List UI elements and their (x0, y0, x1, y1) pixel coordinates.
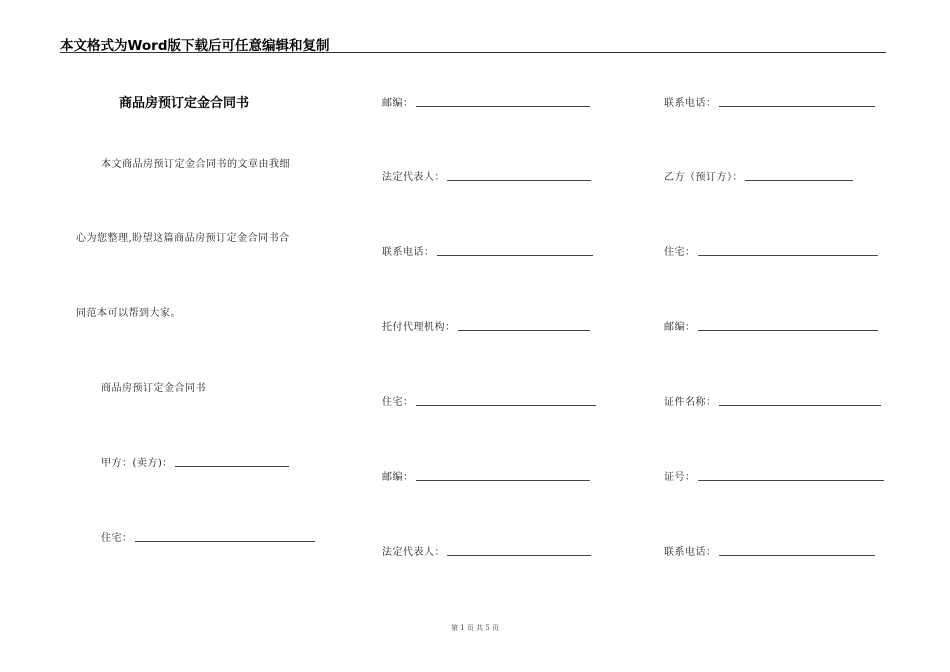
id-number-label: 证号： (664, 472, 696, 483)
party-b-phone-label: 联系电话： (664, 547, 717, 558)
party-b-label: 乙方（预订方）： (664, 172, 743, 183)
document-title: 商品房预订定金合同书 (119, 96, 250, 111)
party-b-phone-blank[interactable] (719, 555, 875, 556)
party-a-address-blank[interactable] (135, 541, 315, 542)
contract-subtitle: 商品房预订定金合同书 (101, 383, 206, 394)
party-b-postcode-label: 邮编： (664, 322, 696, 333)
id-type-blank[interactable] (719, 405, 881, 406)
document-header: 本文格式为Word版下载后可任意编辑和复制 (60, 38, 330, 54)
agent-legal-rep-blank[interactable] (447, 555, 591, 556)
agent-address-blank[interactable] (416, 405, 596, 406)
party-b-blank[interactable] (745, 180, 853, 181)
seller-agent-label: 托付代理机构： (382, 322, 456, 333)
party-a-field (101, 454, 289, 469)
agent-phone-field (664, 94, 875, 109)
party-a-address-field (101, 529, 315, 544)
agent-phone-label: 联系电话： (664, 98, 717, 109)
agent-legal-rep-label: 法定代表人： (382, 547, 445, 558)
party-b-phone-field (664, 543, 875, 558)
agent-postcode-label: 邮编： (382, 472, 414, 483)
seller-phone-field (382, 243, 593, 258)
agent-postcode-blank[interactable] (416, 480, 590, 481)
id-type-field (664, 393, 881, 408)
seller-postcode-field (382, 94, 590, 109)
party-a-address-label: 住宅： (101, 533, 133, 544)
agent-address-label: 住宅： (382, 397, 414, 408)
seller-postcode-blank[interactable] (416, 106, 590, 107)
agent-phone-blank[interactable] (719, 106, 875, 107)
seller-agent-field (382, 318, 590, 333)
seller-legal-rep-blank[interactable] (447, 180, 591, 181)
party-b-field (664, 168, 853, 183)
party-b-address-blank[interactable] (698, 255, 878, 256)
seller-phone-blank[interactable] (437, 255, 593, 256)
party-b-address-label: 住宅： (664, 247, 696, 258)
id-number-blank[interactable] (698, 480, 884, 481)
seller-legal-rep-field (382, 168, 591, 183)
seller-postcode-label: 邮编： (382, 98, 414, 109)
intro-line-3: 同范本可以帮到大家。 (76, 308, 181, 319)
seller-legal-rep-label: 法定代表人： (382, 172, 445, 183)
page-number: 第 1 页 共 5 页 (450, 624, 500, 632)
id-number-field (664, 468, 884, 483)
party-b-postcode-blank[interactable] (698, 330, 878, 331)
party-b-postcode-field (664, 318, 878, 333)
header-divider (60, 52, 886, 53)
seller-agent-blank[interactable] (458, 330, 590, 331)
agent-postcode-field (382, 468, 590, 483)
seller-phone-label: 联系电话： (382, 247, 435, 258)
party-a-label: 甲方：(卖方)： (101, 458, 173, 469)
agent-legal-rep-field (382, 543, 591, 558)
id-type-label: 证件名称： (664, 397, 717, 408)
party-a-blank[interactable] (175, 466, 289, 467)
intro-line-2: 心为您整理,盼望这篇商品房预订定金合同书合 (76, 233, 290, 244)
intro-line-1: 本文商品房预订定金合同书的文章由我细 (101, 159, 290, 170)
agent-address-field (382, 393, 596, 408)
party-b-address-field (664, 243, 878, 258)
